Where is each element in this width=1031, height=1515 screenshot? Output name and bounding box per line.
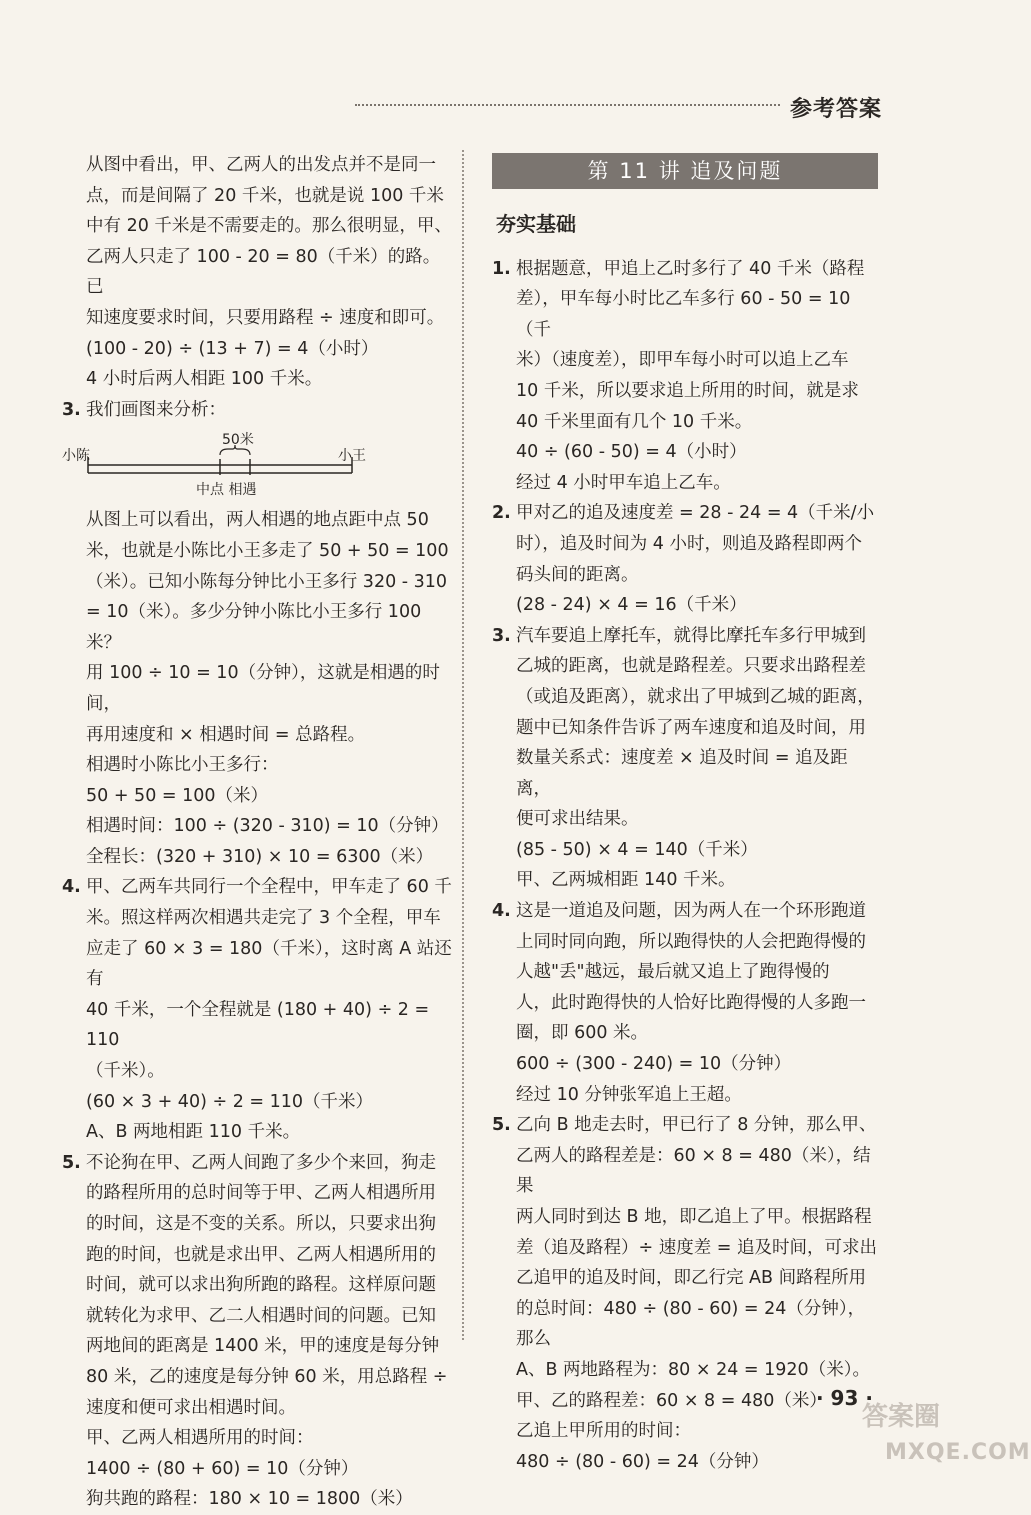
text-line: A、B 两地路程为：80 × 24 = 1920（米）。 (516, 1359, 870, 1380)
text-line: 知速度要求时间，只要用路程 ÷ 速度和即可。 (86, 307, 445, 328)
text-line: 根据题意，甲追上乙时多行了 40 千米（路程 (516, 258, 865, 279)
intro-block (62, 150, 454, 395)
answer-line: 4 小时后两人相距 100 千米。 (86, 369, 323, 390)
column-divider (462, 150, 464, 1340)
answer-item-r4 (492, 896, 880, 1110)
text-line: （米）。已知小陈每分钟比小王多行 320 - 310 (86, 571, 448, 592)
text-line: 码头间的距离。 (516, 564, 639, 585)
text-line: 圈，即 600 米。 (516, 1023, 649, 1044)
text-line: 便可求出结果。 (516, 809, 639, 830)
text-line: 应走了 60 × 3 = 180（千米），这时离 A 站还有 (86, 938, 452, 990)
text-line: 米。照这样两次相遇共走完了 3 个全程，甲车 (86, 908, 441, 929)
diagram-right-label: 小王 (338, 448, 366, 465)
text-line: 这是一道追及问题，因为两人在一个环形跑道 (516, 901, 866, 922)
text-line: 米）（速度差），即甲车每小时可以追上乙车 (516, 350, 849, 371)
answer-item-r2 (492, 498, 880, 620)
text-line: 的时间，这是不变的关系。所以，只要求出狗 (86, 1214, 436, 1234)
answer-item-r3 (492, 621, 880, 896)
watermark-url: MXQE.COM (885, 1440, 1031, 1465)
watermark-logo: 答案圈 (862, 1402, 941, 1432)
text-line: 时），追及时间为 4 小时，则追及路程即两个 (516, 533, 863, 554)
text-line: 时间，就可以求出狗所跑的路程。这样原问题 (86, 1275, 436, 1296)
formula-line: (28 - 24) × 4 = 16（千米） (516, 595, 747, 616)
answer-line: 经过 10 分钟张军追上王超。 (516, 1084, 742, 1105)
formula-line: 狗共跑的路程：180 × 10 = 1800（米） (86, 1489, 413, 1510)
text-line: 差（追及路程）÷ 速度差 = 追及时间，可求出 (516, 1237, 878, 1258)
formula-line: (60 × 3 + 40) ÷ 2 = 110（千米） (86, 1091, 374, 1112)
text-line: 40 千米里面有几个 10 千米。 (516, 411, 753, 432)
header-dotted-line (355, 104, 780, 106)
text-line: 的路程所用的总时间等于甲、乙两人相遇所用 (86, 1183, 436, 1204)
formula-line: (100 - 20) ÷ (13 + 7) = 4（小时） (86, 338, 379, 359)
answer-line: 经过 4 小时甲车追上乙车。 (516, 472, 731, 493)
text-line: 从图中看出，甲、乙两人的出发点并不是同一 (86, 155, 436, 175)
answer-item-r5 (492, 1110, 880, 1477)
text-line: 人越"丢"越远，最后就又追上了跑得慢的 (516, 962, 830, 983)
text-line: 中有 20 千米是不需要走的。那么很明显，甲、 (86, 216, 452, 237)
answer-line: A、B 两地相距 110 千米。 (86, 1122, 301, 1143)
page-number: · 93 · (816, 1386, 873, 1410)
text-line: 相遇时小陈比小王多行： (86, 755, 279, 776)
item-number: 5. (62, 1152, 81, 1173)
text-line: 题中已知条件告诉了两车速度和追及时间，用 (516, 717, 866, 738)
answer-item-5 (62, 1148, 454, 1515)
text-line: （千米）。 (86, 1061, 165, 1082)
text-line: 80 米，乙的速度是每分钟 60 米，用总路程 ÷ (86, 1366, 448, 1387)
text-line: 两人同时到达 B 地，即乙追上了甲。根据路程 (516, 1207, 872, 1227)
diagram-left-label: 小陈 (62, 448, 90, 465)
formula-line: 相遇时间：100 ÷ (320 - 310) = 10（分钟） (86, 816, 449, 837)
left-column (62, 150, 454, 1515)
item-number: 2. (492, 503, 511, 524)
formula-line: (85 - 50) × 4 = 140（千米） (516, 839, 758, 860)
text-line: 乙向 B 地走去时，甲已行了 8 分钟，那么甲、 (516, 1115, 877, 1136)
text-line: = 10（米）。多少分钟小陈比小王多行 100 米？ (86, 602, 422, 653)
text-line: 10 千米，所以要求追上所用的时间，就是求 (516, 380, 859, 401)
text-line: 甲对乙的追及速度差 = 28 - 24 = 4（千米/小 (516, 503, 875, 524)
formula-line: 40 ÷ (60 - 50) = 4（小时） (516, 442, 747, 463)
text-line: 从图上可以看出，两人相遇的地点距中点 50 (86, 510, 429, 531)
text-line: 数量关系式：速度差 × 追及时间 = 追及距离， (516, 748, 848, 799)
item-number: 4. (62, 877, 81, 898)
answer-item-3 (62, 395, 454, 873)
text-line: 的总时间：480 ÷ (80 - 60) = 24（分钟），那么 (516, 1298, 866, 1350)
header-title: 参考答案 (790, 97, 883, 122)
item-number: 4. (492, 901, 511, 922)
text-line: 乙追上甲所用的时间： (516, 1421, 691, 1442)
formula-line: 全程长：(320 + 310) × 10 = 6300（米） (86, 846, 434, 867)
text-line: 不论狗在甲、乙两人间跑了多少个来回，狗走 (86, 1152, 436, 1173)
text-line: 40 千米，一个全程就是 (180 + 40) ÷ 2 = 110 (86, 999, 430, 1051)
text-line: 乙追甲的追及时间，即乙行完 AB 间路程所用 (516, 1268, 867, 1289)
item-number: 5. (492, 1115, 511, 1136)
item-number: 3. (62, 399, 81, 420)
text-line: 我们画图来分析： (86, 399, 226, 420)
text-line: 乙城的距离，也就是路程差。只要求出路程差 (516, 656, 866, 677)
formula-line: 480 ÷ (80 - 60) = 24（分钟） (516, 1451, 769, 1472)
text-line: 人，此时跑得快的人恰好比跑得慢的人多跑一 (516, 992, 866, 1013)
text-line: 就转化为求甲、乙二人相遇时间的问题。已知 (86, 1305, 436, 1326)
text-line: 上同时同向跑，所以跑得快的人会把跑得慢的 (516, 931, 866, 952)
item-number: 3. (492, 625, 511, 646)
text-line: 米，也就是小陈比小王多走了 50 + 50 = 100 (86, 540, 449, 561)
text-line: 用 100 ÷ 10 = 10（分钟），这就是相遇的时间， (86, 663, 440, 714)
text-line: 再用速度和 × 相遇时间 = 总路程。 (86, 724, 366, 745)
text-line: 两地间的距离是 1400 米，甲的速度是每分钟 (86, 1336, 440, 1357)
lesson-banner: 第 11 讲 追及问题 (492, 153, 878, 189)
diagram-bottom-label: 中点 相遇 (196, 482, 257, 499)
text-line: 点，而是间隔了 20 千米，也就是说 100 千米 (86, 185, 444, 206)
section-title: 夯实基础 (496, 212, 576, 236)
formula-line: 1400 ÷ (80 + 60) = 10（分钟） (86, 1458, 359, 1479)
text-line: 速度和便可求出相遇时间。 (86, 1397, 296, 1418)
answer-item-4 (62, 872, 454, 1147)
right-column (492, 150, 880, 1477)
text-line: 乙两人只走了 100 - 20 = 80（千米）的路。已 (86, 246, 441, 298)
text-line: （或追及距离），就求出了甲城到乙城的距离， (516, 686, 875, 707)
answer-line: 甲、乙两城相距 140 千米。 (516, 870, 736, 891)
text-line: 差），甲车每小时比乙车多行 60 - 50 = 10（千 (516, 289, 851, 340)
text-line: 甲、乙两车共同行一个全程中，甲车走了 60 千 (86, 877, 452, 898)
text-line: 乙两人的路程差是：60 × 8 = 480（米），结果 (516, 1145, 871, 1197)
text-line: 跑的时间，也就是求出甲、乙两人相遇所用的 (86, 1244, 436, 1265)
meeting-diagram (62, 431, 454, 499)
diagram-gap-label: 50米 (222, 432, 254, 449)
formula-line: 甲、乙的路程差：60 × 8 = 480（米） (516, 1390, 827, 1411)
text-line: 汽车要追上摩托车，就得比摩托车多行甲城到 (516, 625, 866, 646)
formula-line: 50 + 50 = 100（米） (86, 785, 269, 806)
item-number: 1. (492, 258, 511, 279)
text-line: 甲、乙两人相遇所用的时间： (86, 1428, 314, 1449)
answer-item-r1 (492, 254, 880, 499)
formula-line: 600 ÷ (300 - 240) = 10（分钟） (516, 1054, 792, 1075)
